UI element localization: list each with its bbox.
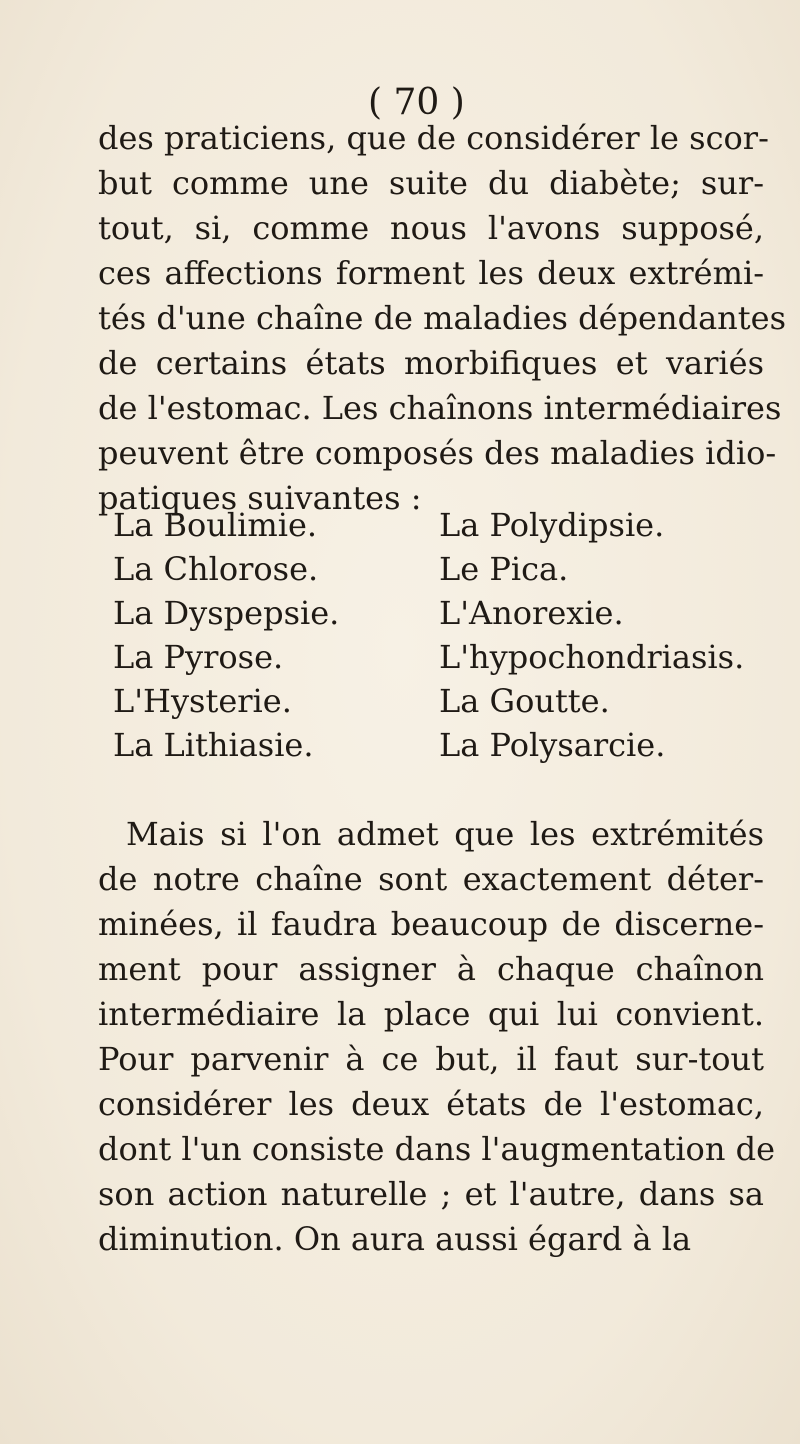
text-line: dont l'un consiste dans l'augmentation de (98, 1130, 776, 1168)
text-line: de notre chaîne sont exactement déter- (98, 860, 764, 898)
page-number: ( 70 ) (368, 82, 465, 123)
disease-item: La Dyspepsie. (113, 594, 340, 632)
disease-item: La Polydipsie. (439, 506, 665, 544)
text-line: son action naturelle ; et l'autre, dans sa (98, 1175, 764, 1213)
disease-item: Le Pica. (439, 550, 569, 588)
text-line: tés d'une chaîne de maladies dépendantes (98, 299, 786, 337)
paragraph-intro (98, 116, 786, 521)
text-line: tout, si, comme nous l'avons supposé, (98, 209, 764, 247)
disease-item: La Polysarcie. (439, 726, 666, 764)
disease-item: La Lithiasie. (113, 726, 314, 764)
text-line: patiques suivantes : (98, 479, 422, 517)
text-line: ment pour assigner à chaque chaînon (98, 950, 764, 988)
disease-item: La Goutte. (439, 682, 610, 720)
text-line: intermédiaire la place qui lui convient. (98, 995, 764, 1033)
text-line: diminution. On aura aussi égard à la (98, 1220, 692, 1258)
disease-list-right (439, 503, 744, 767)
text-line: des praticiens, que de considérer le scor- (98, 119, 769, 157)
disease-item: L'Hysterie. (113, 682, 292, 720)
text-line: de l'estomac. Les chaînons intermédiaires (98, 389, 782, 427)
disease-item: L'hypochondriasis. (439, 638, 745, 676)
disease-item: L'Anorexie. (439, 594, 624, 632)
text-line: considérer les deux états de l'estomac, (98, 1085, 764, 1123)
text-line: Mais si l'on admet que les extrémités (126, 815, 764, 853)
text-line: Pour parvenir à ce but, il faut sur-tout (98, 1040, 764, 1078)
text-line: minées, il faudra beaucoup de discerne- (98, 905, 764, 943)
text-line: de certains états morbifiques et variés (98, 344, 764, 382)
text-line: ces affections forment les deux extrémi- (98, 254, 764, 292)
disease-item: La Pyrose. (113, 638, 284, 676)
paragraph-main (98, 812, 776, 1262)
disease-item: La Boulimie. (113, 506, 318, 544)
disease-item: La Chlorose. (113, 550, 319, 588)
text-line: but comme une suite du diabète; sur- (98, 164, 764, 202)
text-line: peuvent être composés des maladies idio- (98, 434, 777, 472)
disease-list-left (113, 503, 339, 767)
